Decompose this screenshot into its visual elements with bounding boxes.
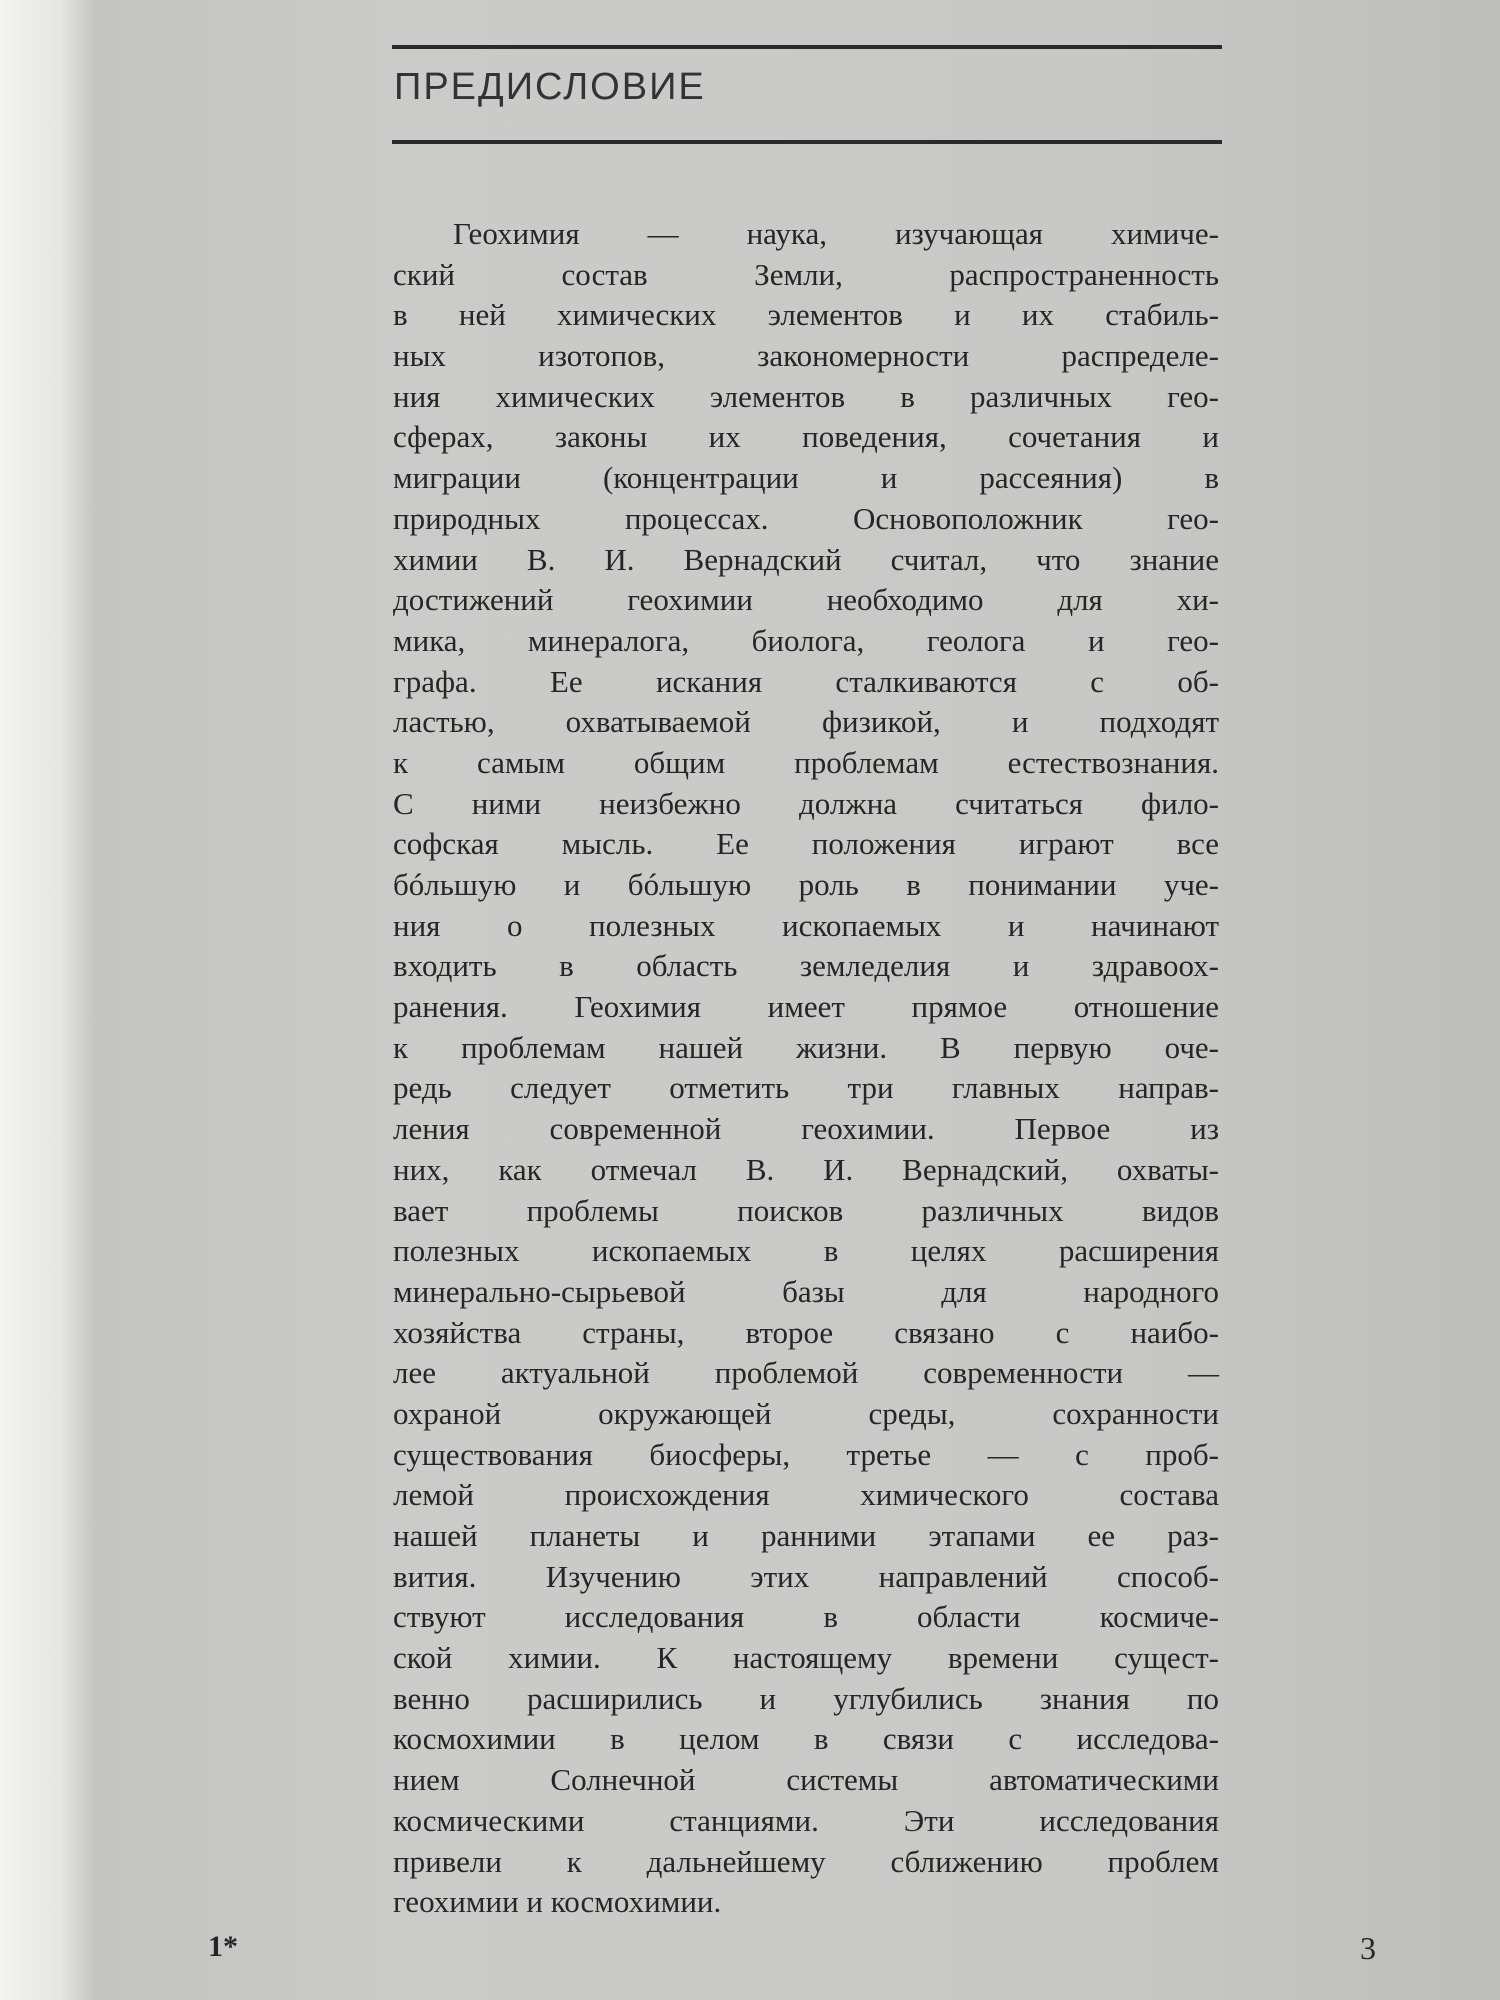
text-line: ления современной геохимии. Первое из xyxy=(393,1111,1219,1147)
text-line: ластью, охватываемой физикой, и подходят xyxy=(393,704,1219,740)
text-line: венно расширились и углубились знания по xyxy=(393,1680,1219,1716)
text-line: ствуют исследования в области космиче- xyxy=(393,1599,1219,1635)
text-line: химии В. И. Вернадский считал, что знание xyxy=(393,541,1219,577)
text-line: геохимии и космохимии. xyxy=(393,1884,722,1920)
text-line: природных процессах. Основоположник гео- xyxy=(393,500,1219,536)
text-line: в ней химических элементов и их стабиль- xyxy=(393,297,1219,333)
text-line: ных изотопов, закономерности распределе- xyxy=(393,338,1219,374)
text-line: редь следует отметить три главных направ- xyxy=(393,1070,1219,1106)
text-line: миграции (концентрации и рассеяния) в xyxy=(393,460,1219,496)
text-line: графа. Ее искания сталкиваются с об- xyxy=(393,663,1219,699)
text-line: С ними неизбежно должна считаться фило- xyxy=(393,785,1219,821)
text-line: вает проблемы поисков различных видов xyxy=(393,1192,1219,1228)
text-line: хозяйства страны, второе связано с наибо- xyxy=(393,1314,1219,1350)
text-line: нашей планеты и ранними этапами ее раз- xyxy=(393,1518,1219,1553)
text-line: софская мысль. Ее положения играют все xyxy=(393,826,1219,862)
body-text xyxy=(393,214,1219,1923)
text-line: лее актуальной проблемой современности — xyxy=(393,1355,1219,1391)
text-line: существования биосферы, третье — с проб- xyxy=(393,1436,1219,1472)
text-line: ранения. Геохимия имеет прямое отношение xyxy=(393,989,1219,1025)
text-line: сферах, законы их поведения, сочетания и xyxy=(393,419,1219,455)
text-line: мика, минералога, биолога, геолога и гео- xyxy=(393,622,1219,658)
text-line: вития. Изучению этих направлений способ- xyxy=(393,1558,1219,1594)
top-rule xyxy=(392,45,1222,49)
text-line: охраной окружающей среды, сохранности xyxy=(393,1395,1219,1431)
text-line: ния химических элементов в различных гео- xyxy=(393,378,1219,414)
page-title: ПРЕДИСЛОВИЕ xyxy=(394,66,706,108)
text-line: к проблемам нашей жизни. В первую оче- xyxy=(393,1029,1219,1065)
text-line: входить в область земледелия и здравоох- xyxy=(393,948,1219,984)
text-line: Геохимия — наука, изучающая химиче- xyxy=(453,216,1219,251)
text-line: ской химии. К настоящему времени сущест- xyxy=(393,1640,1219,1676)
text-line: полезных ископаемых в целях расширения xyxy=(393,1233,1219,1269)
text-line: ский состав Земли, распространенность xyxy=(393,256,1219,292)
text-line: минерально-сырьевой базы для народного xyxy=(393,1273,1219,1309)
heading-rule xyxy=(392,140,1222,144)
text-line: нием Солнечной системы автоматическими xyxy=(393,1762,1219,1798)
text-line: лемой происхождения химического состава xyxy=(393,1477,1219,1513)
text-line: ния о полезных ископаемых и начинают xyxy=(393,907,1219,943)
text-line: бóльшую и бóльшую роль в понимании уче- xyxy=(393,867,1219,902)
page-number: 3 xyxy=(1360,1930,1376,1966)
text-line: космохимии в целом в связи с исследова- xyxy=(393,1721,1219,1757)
text-line: к самым общим проблемам естествознания. xyxy=(393,744,1219,780)
text-line: достижений геохимии необходимо для хи- xyxy=(393,582,1219,618)
text-line: привели к дальнейшему сближению проблем xyxy=(393,1843,1219,1879)
text-line: них, как отмечал В. И. Вернадский, охваты- xyxy=(393,1151,1219,1187)
signature-mark: 1* xyxy=(208,1930,238,1963)
text-line: космическими станциями. Эти исследования xyxy=(393,1802,1219,1838)
